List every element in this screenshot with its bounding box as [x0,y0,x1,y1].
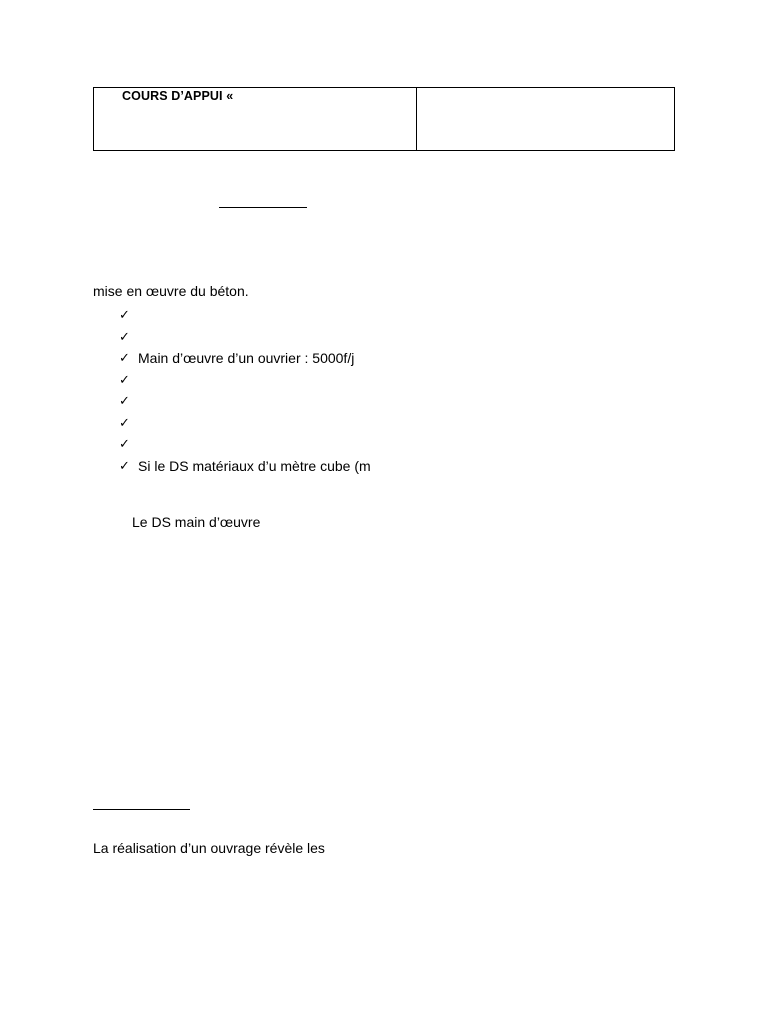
list-item [119,372,371,394]
check-icon: ✓ [119,307,130,322]
header-right-cell [417,88,674,150]
intro-paragraph: mise en œuvre du béton. [93,283,249,299]
list-item [119,393,371,415]
course-title: COURS D’APPUI « [122,89,234,103]
list-item-text: Si le DS matériaux d’u mètre cube (m [138,457,371,474]
check-icon: ✓ [119,393,130,408]
list-item [119,436,371,458]
checklist [119,307,371,479]
check-icon: ✓ [119,371,130,387]
section-heading-underline-2 [93,809,190,810]
ds-main-oeuvre-text: Le DS main d’œuvre [132,514,261,530]
section-heading-underline [219,207,307,208]
check-icon: ✓ [119,414,130,430]
list-item [119,415,371,437]
realisation-paragraph: La réalisation d’un ouvrage révèle les [93,840,325,856]
check-icon: ✓ [119,328,130,344]
list-item [119,458,371,480]
header-left-cell [94,88,417,150]
list-item [119,307,371,329]
list-item-text: Main d’œuvre d’un ouvrier : 5000f/j [138,350,355,366]
check-icon: ✓ [119,457,130,473]
header-table [93,87,675,151]
check-icon: ✓ [119,436,130,451]
check-icon: ✓ [119,350,130,365]
list-item [119,329,371,351]
list-item [119,350,371,372]
